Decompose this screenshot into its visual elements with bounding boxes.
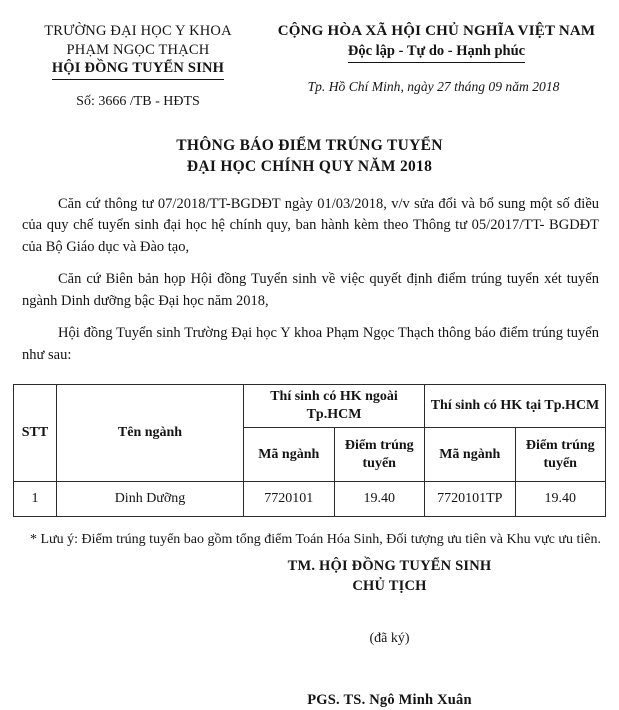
signer-name: PGS. TS. Ngô Minh Xuân (307, 692, 472, 708)
signed-mark: (đã ký) (369, 631, 410, 646)
cell-stt: 1 (14, 482, 57, 517)
document-title (0, 135, 619, 177)
body-paragraph-2: Căn cứ Biên bản họp Hội đồng Tuyển sinh về việc quyết định điểm trúng tuyển xét tuyển ngành Dinh dưỡng bậc Đại học năm 2018, (22, 271, 599, 309)
footnote: * Lưu ý: Điểm trúng tuyển bao gồm tổng điểm Toán Hóa Sinh, Đối tượng ưu tiên và Khu vực ưu tiên. (30, 532, 601, 547)
cell-major-name: Dinh Dưỡng (57, 482, 244, 517)
benchmark-score-table (13, 384, 606, 517)
column-group-header-inside-hcmc: Thí sinh có HK tại Tp.HCM (425, 385, 606, 428)
issuing-organization-block (14, 22, 262, 111)
national-motto-text: Độc lập - Tự do - Hạnh phúc (348, 42, 525, 63)
signature-block (0, 556, 619, 710)
table-row (14, 482, 606, 517)
admissions-council-label (14, 59, 262, 80)
signature-position: CHỦ TỊCH (352, 578, 427, 594)
column-group-header-outside-hcmc: Thí sinh có HK ngoài Tp.HCM (244, 385, 425, 428)
national-title: CỘNG HÒA XÃ HỘI CHỦ NGHĨA VIỆT NAM (277, 23, 596, 39)
admissions-council-text: HỘI ĐỒNG TUYỂN SINH (52, 59, 224, 80)
column-header-stt: STT (14, 385, 57, 482)
document-title-line-1: THÔNG BÁO ĐIỂM TRÚNG TUYỂN (176, 136, 443, 154)
national-motto (268, 42, 605, 63)
document-number: Số: 3666 /TB - HĐTS (76, 93, 200, 109)
benchmark-score-table-wrapper (13, 384, 606, 517)
table-header (14, 385, 606, 482)
signature-authority: TM. HỘI ĐỒNG TUYỂN SINH (287, 558, 492, 574)
document-body (0, 194, 619, 367)
table-body (14, 482, 606, 517)
document-title-line-2: ĐẠI HỌC CHÍNH QUY NĂM 2018 (186, 157, 433, 175)
cell-score-outside: 19.40 (334, 482, 425, 517)
document-header (0, 0, 619, 111)
table-header-row-groups (14, 385, 606, 428)
cell-code-outside: 7720101 (244, 482, 335, 517)
cell-score-inside: 19.40 (515, 482, 606, 517)
cell-code-inside: 7720101TP (425, 482, 516, 517)
column-header-major-name: Tên ngành (57, 385, 244, 482)
national-heading-block (262, 22, 605, 111)
body-paragraph-3: Hội đồng Tuyển sinh Trường Đại học Y khoa Phạm Ngọc Thạch thông báo điểm trúng tuyển như sau: (22, 325, 599, 363)
column-header-code-inside: Mã ngành (425, 428, 516, 482)
column-header-score-outside: Điểm trúng tuyển (334, 428, 425, 482)
place-and-date: Tp. Hồ Chí Minh, ngày 27 tháng 09 năm 2018 (307, 79, 560, 94)
organization-name-line-1: TRƯỜNG ĐẠI HỌC Y KHOA (44, 23, 232, 39)
column-header-score-inside: Điểm trúng tuyển (515, 428, 606, 482)
organization-name-line-2: PHẠM NGỌC THẠCH (66, 41, 210, 58)
body-paragraph-1: Căn cứ thông tư 07/2018/TT-BGDĐT ngày 01/03/2018, v/v sửa đổi và bổ sung một số điều của quy chế tuyển sinh đại học hệ chính quy, ban hành kèm theo Thông tư 05/2017/TT- BGDĐT của Bộ Giáo dục và Đào tạo, (22, 195, 599, 255)
column-header-code-outside: Mã ngành (244, 428, 335, 482)
